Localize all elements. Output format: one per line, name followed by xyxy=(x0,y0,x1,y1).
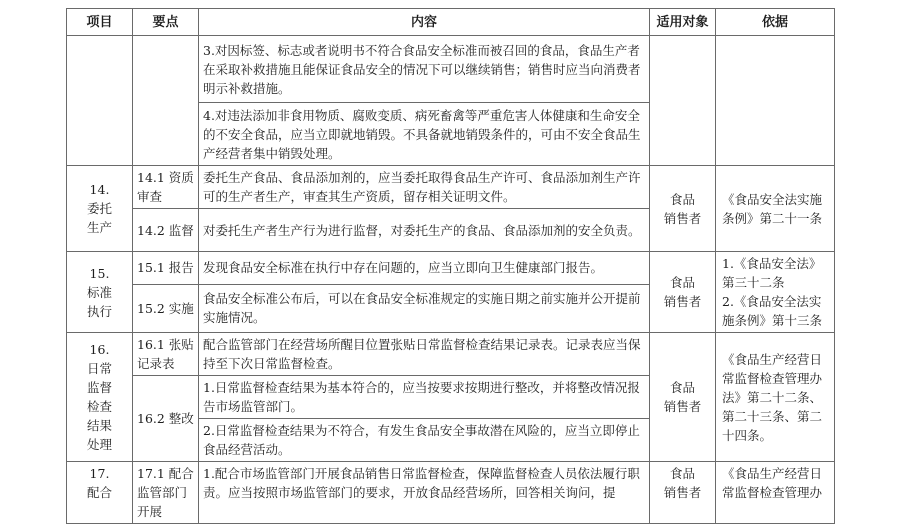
point-cell: 16.2 整改 xyxy=(133,376,199,462)
target-cell: 食品 销售者 xyxy=(650,252,716,333)
regulation-table xyxy=(66,8,835,524)
content-cell: 1.配合市场监管部门开展食品销售日常监督检查，保障监督检查人员依法履行职责。应当按照市场监管部门的要求，开放食品经营场所，回答相关询问，提 xyxy=(199,462,650,524)
header-row xyxy=(67,9,835,36)
item-cell: 16. 日常 监督 检查 结果 处理 xyxy=(67,333,133,462)
target-cell: 食品 销售者 xyxy=(650,333,716,462)
point-cell: 17.1 配合监管部门开展 xyxy=(133,462,199,524)
content-cell: 食品安全标准公布后，可以在食品安全标准规定的实施日期之前实施并公开提前实施情况。 xyxy=(199,284,650,332)
content-cell: 发现食品安全标准在执行中存在问题的，应当立即向卫生健康部门报告。 xyxy=(199,252,650,285)
header-basis: 依据 xyxy=(716,9,835,36)
basis-cell: 《食品安全法实施条例》第二十一条 xyxy=(716,166,835,252)
point-cell: 14.1 资质审查 xyxy=(133,166,199,209)
content-cell: 2.日常监督检查结果为不符合，有发生食品安全事故潜在风险的，应当立即停止食品经营活动。 xyxy=(199,419,650,462)
item-cell xyxy=(67,36,133,166)
content-cell: 1.日常监督检查结果为基本符合的，应当按要求按期进行整改，并将整改情况报告市场监管部门。 xyxy=(199,376,650,419)
point-cell: 15.1 报告 xyxy=(133,252,199,285)
header-item: 项目 xyxy=(67,9,133,36)
table-row xyxy=(67,166,835,209)
target-cell xyxy=(650,36,716,166)
content-cell: 委托生产食品、食品添加剂的，应当委托取得食品生产许可、食品添加剂生产许可的生产者生产，审查其生产资质，留存相关证明文件。 xyxy=(199,166,650,209)
header-content: 内容 xyxy=(199,9,650,36)
target-cell: 食品 销售者 xyxy=(650,462,716,524)
table-row xyxy=(67,462,835,524)
header-target: 适用对象 xyxy=(650,9,716,36)
point-cell: 16.1 张贴记录表 xyxy=(133,333,199,376)
basis-cell: 《食品生产经营日常监督检查管理办 xyxy=(716,462,835,524)
content-cell: 4.对违法添加非食用物质、腐败变质、病死畜禽等严重危害人体健康和生命安全的不安全食品，应当立即就地销毁。不具备就地销毁条件的，可由不安全食品生产经营者集中销毁处理。 xyxy=(199,103,650,166)
content-cell: 配合监管部门在经营场所醒目位置张贴日常监督检查结果记录表。记录表应当保持至下次日常监督检查。 xyxy=(199,333,650,376)
table-row xyxy=(67,252,835,285)
table-row xyxy=(67,333,835,376)
content-cell: 对委托生产者生产行为进行监督，对委托生产的食品、食品添加剂的安全负责。 xyxy=(199,209,650,252)
point-cell xyxy=(133,36,199,166)
content-cell: 3.对因标签、标志或者说明书不符合食品安全标准而被召回的食品，食品生产者在采取补救措施且能保证食品安全的情况下可以继续销售；销售时应当向消费者明示补救措施。 xyxy=(199,36,650,103)
basis-cell: 《食品生产经营日常监督检查管理办法》第二十二条、第二十三条、第二十四条。 xyxy=(716,333,835,462)
point-cell: 14.2 监督 xyxy=(133,209,199,252)
basis-cell xyxy=(716,36,835,166)
target-cell: 食品 销售者 xyxy=(650,166,716,252)
point-cell: 15.2 实施 xyxy=(133,284,199,332)
basis-cell: 1.《食品安全法》第三十二条 2.《食品安全法实施条例》第十三条 xyxy=(716,252,835,333)
item-cell: 15. 标准 执行 xyxy=(67,252,133,333)
header-point: 要点 xyxy=(133,9,199,36)
item-cell: 17. 配合 xyxy=(67,462,133,524)
table-row xyxy=(67,36,835,103)
item-cell: 14. 委托 生产 xyxy=(67,166,133,252)
